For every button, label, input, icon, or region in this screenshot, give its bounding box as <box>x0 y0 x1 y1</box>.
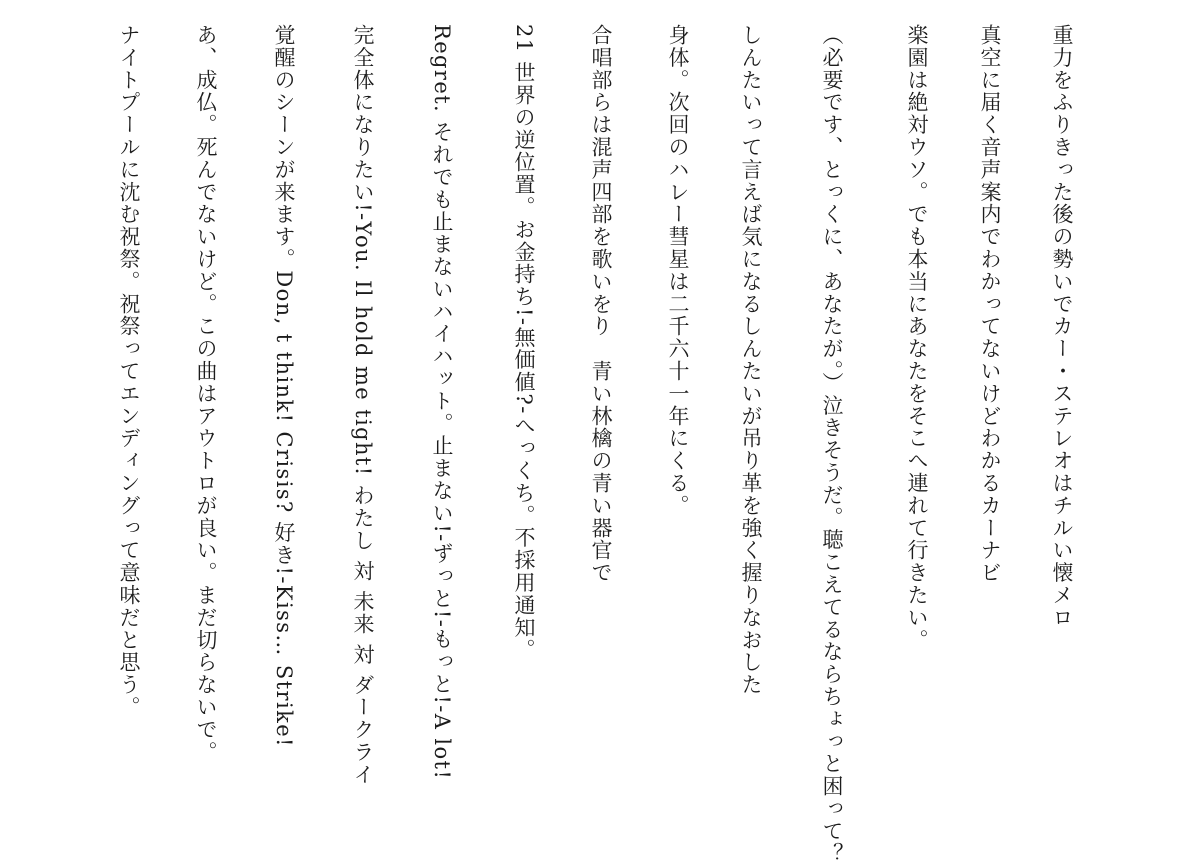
text-line-4: （必要です、とっくに、あなたが。）泣きそうだ。聴こえてるならちょっと困って？ <box>820 24 844 865</box>
text-line-11: 覚醒のシーンが来ます。Don, t think! Crisis? 好き!‐Kiss… Strike! <box>272 24 296 748</box>
text-line-10: 完全体になりたい!‐You. Il hold me tight! わたし 対 未来 対 ダークライ <box>351 24 375 786</box>
text-line-13: ナイトプールに沈む祝祭。祝祭ってエンディングって意味だと思う。 <box>117 24 141 719</box>
text-line-2: 真空に届く音声案内でわかってないけどわかるカーナビ <box>978 24 1002 584</box>
text-line-8: 21 世界の逆位置。お金持ち!‐無価値?‐へっくち。不採用通知。 <box>512 24 536 662</box>
text-line-7: 合唱部らは混声四部を歌いをり 青い林檎の青い器官で <box>589 24 613 584</box>
text-line-6: 身体。次回のハレー彗星は二千六十一年にくる。 <box>666 24 690 517</box>
text-line-9: Regret. それでも止まないハイハット。止まない!‐ずっと!‐もっと!‐A lot! <box>430 24 454 781</box>
text-line-3: 楽園は絶対ウソ。でも本当にあなたをそこへ連れて行きたい。 <box>905 24 929 652</box>
text-line-5: しんたいって言えば気になるしんたいが吊り革を強く握りなおした <box>739 24 763 696</box>
text-line-1: 重力をふりきった後の勢いでカー・ステレオはチルい懐メロ <box>1050 24 1074 629</box>
text-line-12: あ、成仏。死んでないけど。この曲はアウトロが良い。まだ切らないで。 <box>194 24 218 764</box>
